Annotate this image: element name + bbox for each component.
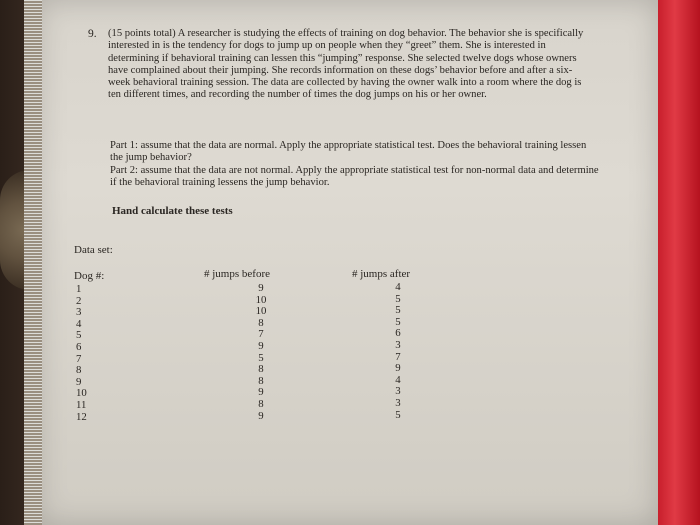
dog-number-cell: 2 [76,294,82,307]
jumps-after-cell: 7 [395,350,401,363]
jumps-after-cell: 5 [395,315,401,328]
dog-number-cell: 10 [76,387,87,400]
dog-number-cell: 6 [76,340,82,353]
question-number: 9. [88,28,97,40]
column-jumps-before [250,283,272,422]
dog-number-cell: 12 [76,410,87,423]
jumps-before-cell: 9 [258,282,264,294]
dog-number-cell: 9 [76,375,82,388]
jumps-after-cell: 3 [395,338,401,351]
part-1-text: Part 1: assume that the data are normal. Apply the appropriate statistical test. Does the behavioral training lessen the jump behavior? [110,140,587,164]
jumps-before-cell: 8 [258,363,264,376]
jumps-before-cell: 7 [258,328,264,341]
jumps-before-cell: 9 [258,339,264,352]
jumps-after-cell: 4 [395,281,401,293]
jumps-before-cell: 10 [255,293,267,306]
jumps-after-cell: 3 [395,385,401,398]
jumps-after-cell: 5 [395,304,401,317]
column-dog [76,284,87,423]
question-text: (15 points total) A researcher is studying the effects of training on dog behavior. The behavior she is specifically interested in is the tendency for dogs to jump up on people when they “greet” them. She is interested in determining if behavioral training can lessen this “jumping” response. She selected twelve dogs whose owners have complained about their jumping. She records information on these dogs’ behavior before and after a six-week behavioral training session. The data are collected by having the owner walk into a room where the dog is ten different times, and recording the number of times the dog jumps on his or her owner. [108,28,584,101]
dog-number-cell: 4 [76,317,82,330]
dog-number-cell: 5 [76,329,82,342]
jumps-before-cell: 9 [258,386,264,399]
jumps-after-cell: 9 [395,362,401,375]
dataset-label: Data set: [74,244,113,256]
jumps-after-cell: 5 [395,408,401,421]
dog-number-cell: 3 [76,306,82,319]
notebook-spine [24,0,42,525]
dog-number-cell: 11 [76,398,87,411]
jumps-after-cell: 3 [395,396,401,409]
jumps-before-cell: 5 [258,351,264,364]
jumps-after-cell: 4 [395,373,401,386]
part-2-text: Part 2: assume that the data are not normal. Apply the appropriate statistical test for non-normal data and determine if the behavioral training lessens the jump behavior. [110,164,599,188]
jumps-after-cell: 6 [395,327,401,340]
parts-block [110,140,600,189]
jumps-before-cell: 10 [255,305,267,318]
dog-number-cell: 7 [76,352,82,365]
header-jumps-after: # jumps after [352,268,411,280]
red-binder [658,0,700,525]
instruction-text: Hand calculate these tests [112,205,233,217]
header-dog: Dog #: [74,270,105,282]
jumps-before-cell: 8 [258,374,264,387]
dog-number-cell: 1 [76,283,82,295]
header-jumps-before: # jumps before [204,268,270,280]
jumps-before-cell: 8 [258,316,264,329]
column-jumps-after [388,282,408,421]
jumps-before-cell: 9 [258,409,264,422]
jumps-after-cell: 5 [395,292,401,305]
dog-number-cell: 8 [76,364,82,377]
jumps-before-cell: 8 [258,397,264,410]
